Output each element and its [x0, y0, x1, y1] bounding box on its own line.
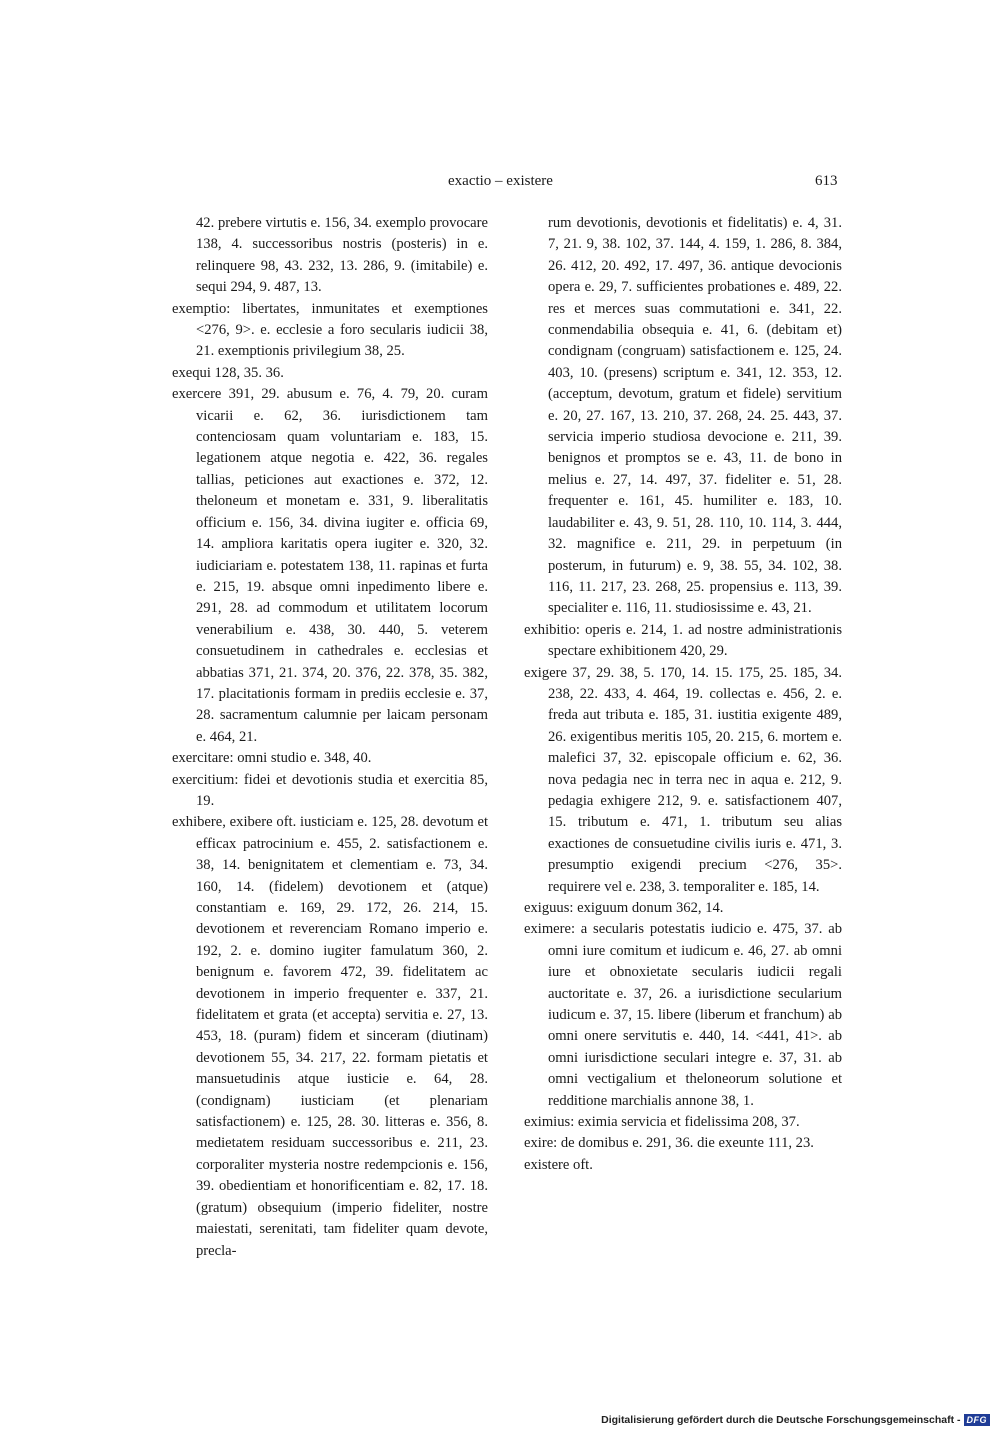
index-entry: 42. prebere virtutis e. 156, 34. exemplo provocare 138, 4. successoribus nostris (posteris) in e. relinquere 98, 43. 232, 13. 286, 9. (imitabile) e. sequi 294, 9. 487, 13.: [196, 215, 488, 296]
right-column: [524, 213, 842, 1176]
funding-note-text: Digitalisierung gefördert durch die Deutsche Forschungsgemeinschaft -: [601, 1414, 961, 1426]
dfg-logo: DFG: [964, 1414, 991, 1426]
index-entry: exercitare: omni studio e. 348, 40.: [172, 750, 372, 767]
index-entry: rum devotionis, devotionis et fidelitatis) e. 4, 31. 7, 21. 9, 38. 102, 37. 144, 4. 159, 1. 286, 8. 384, 26. 412, 20. 492, 17. 497, 36. antique devocionis opera e. 29, 7. sufficientes probationes e. 489, 22. res et merces suas commutationi e. 341, 22. conmendabilia obsequia e. 41, 6. (debitam et) condignam (congruam) satisfactionem e. 125, 24. 403, 10. (presens) scriptum e. 341, 12. 353, 12. (acceptum, devotum, gratum et fidele) servitium e. 20, 27. 167, 13. 210, 37. 268, 24. 25. 443, 37. servicia imperio studiosa devocione e. 211, 39. benignos et promptos se e. 43, 11. de bono in melius e. 27, 14. 497, 37. fideliter e. 51, 28. frequenter e. 161, 45. humiliter e. 183, 10. laudabiliter e. 43, 9. 51, 28. 110, 10. 114, 3. 444, 32. magnifice e. 211, 29. in perpetuum (in posterum, in futurum) e. 9, 38. 55, 34. 102, 38. 116, 11. 217, 23. 268, 25. propensius e. 113, 39. specialiter e. 116, 11. studiosissime e. 43, 21.: [548, 215, 842, 617]
index-entry: exemptio: libertates, inmunitates et exemptiones <276, 9>. e. ecclesie a foro secularis iudicii 38, 21. exemptionis privilegium 38, 25.: [172, 300, 488, 360]
index-entry: exire: de domibus e. 291, 36. die exeunte 111, 23.: [524, 1135, 814, 1152]
index-entry: exercere 391, 29. abusum e. 76, 4. 79, 20. curam vicarii e. 62, 36. iurisdictionem tam contenciosam quam voluntariam e. 183, 15. legationem atque negotia e. 422, 36. regales tallias, peticiones aut exactiones e. 372, 12. theloneum et monetam e. 331, 9. liberalitatis officium e. 156, 34. divina iugiter e. officia 69, 14. ampliora karitatis opera iugiter e. 320, 32. iudiciariam e. potestatem 138, 11. rapinas et furta e. 215, 19. absque omni inpedimento libere e. 291, 28. ad commodum et utilitatem locorum venerabilium e. 438, 30. 440, 5. veterem consuetudinem in cathedrales e. ecclesias et abbatias 371, 21. 374, 20. 376, 22. 378, 35. 382, 17. placitationis formam in prediis ecclesie e. 37, 28. sacramentum calumnie per laicam personam e. 464, 21.: [172, 386, 488, 745]
funding-footer: [601, 1411, 990, 1429]
index-entry: exhibere, exibere oft. iusticiam e. 125, 28. devotum et efficax patrocinium e. 455, 2. satisfactionem e. 38, 14. benignitatem et clementiam e. 73, 34. 160, 14. (fidelem) devotionem et (atque) constantiam e. 169, 29. 172, 26. 214, 15. devotionem et reverenciam Romano imperio e. 192, 2. e. domino iugiter famulatum 360, 2. benignum e. favorem 472, 39. fidelitatem ac devotionem in imperio frequenter e. 337, 21. fidelitatem et grata (et accepta) servitia e. 27, 13. 453, 18. (puram) fidem et sinceram (diutinam) devotionem 55, 34. 217, 22. formam pietatis et mansuetudinis atque iusticie e. 64, 28. (condignam) iusticiam (et plenariam satisfactionem) e. 125, 28. 30. litteras e. 356, 8. medietatem residuam successoribus e. 211, 23. corporaliter mysteria nostre redempcionis e. 156, 39. obedientiam et honorificentiam e. 82, 17. 18. (gratum) obsequium (imperio fideliter, nostre maiestati, serenitati, tam fideliter quam devote, precla-: [172, 814, 488, 1259]
page-number: 613: [815, 173, 838, 189]
index-entry: existere oft.: [524, 1156, 593, 1173]
left-column: [172, 213, 488, 1262]
index-entry: eximius: eximia servicia et fidelissima 208, 37.: [524, 1114, 800, 1131]
index-entry: exigere 37, 29. 38, 5. 170, 14. 15. 175, 25. 185, 34. 238, 22. 433, 4. 464, 19. collectas e. 456, 2. e. freda aut tributa e. 185, 31. iustitia exigente 489, 26. exigentibus meritis 105, 20. 215, 6. mortem e. malefici 37, 32. episcopale officium e. 62, 36. nova pedagia nec in terra nec in aqua e. 212, 9. pedagia exhigere 212, 9. e. satisfactionem 407, 15. tributum e. 471, 1. tributum seu alias exactiones de consuetudine civilis iuris e. 471, 3. presumptio exigendi precium <276, 35>. requirere vel e. 238, 3. temporaliter e. 185, 14.: [524, 664, 842, 895]
index-entry: exiguus: exiguum donum 362, 14.: [524, 900, 724, 916]
index-entry: eximere: a secularis potestatis iudicio e. 475, 37. ab omni iure comitum et iudicum e. 46, 27. ab omni iure et obnoxietate secularis iudicii regali auctoritate e. 37, 26. a iurisdictione secularium iudicum e. 37, 15. libere (liberum et franchum) ab omni onere servitutis e. 440, 14. <441, 41>. ab omni iurisdictione seculari integre e. 37, 31. ab omni vectigalium et theloneorum solutione et redditione marchialis annone 38, 1.: [524, 921, 842, 1109]
index-entry: exhibitio: operis e. 214, 1. ad nostre administrationis spectare exhibitionem 420, 29.: [524, 621, 842, 660]
index-entry: exequi 128, 35. 36.: [172, 364, 284, 381]
running-header-title: exactio – existere: [448, 173, 553, 189]
index-entry: exercitium: fidei et devotionis studia et exercitia 85, 19.: [172, 771, 488, 809]
